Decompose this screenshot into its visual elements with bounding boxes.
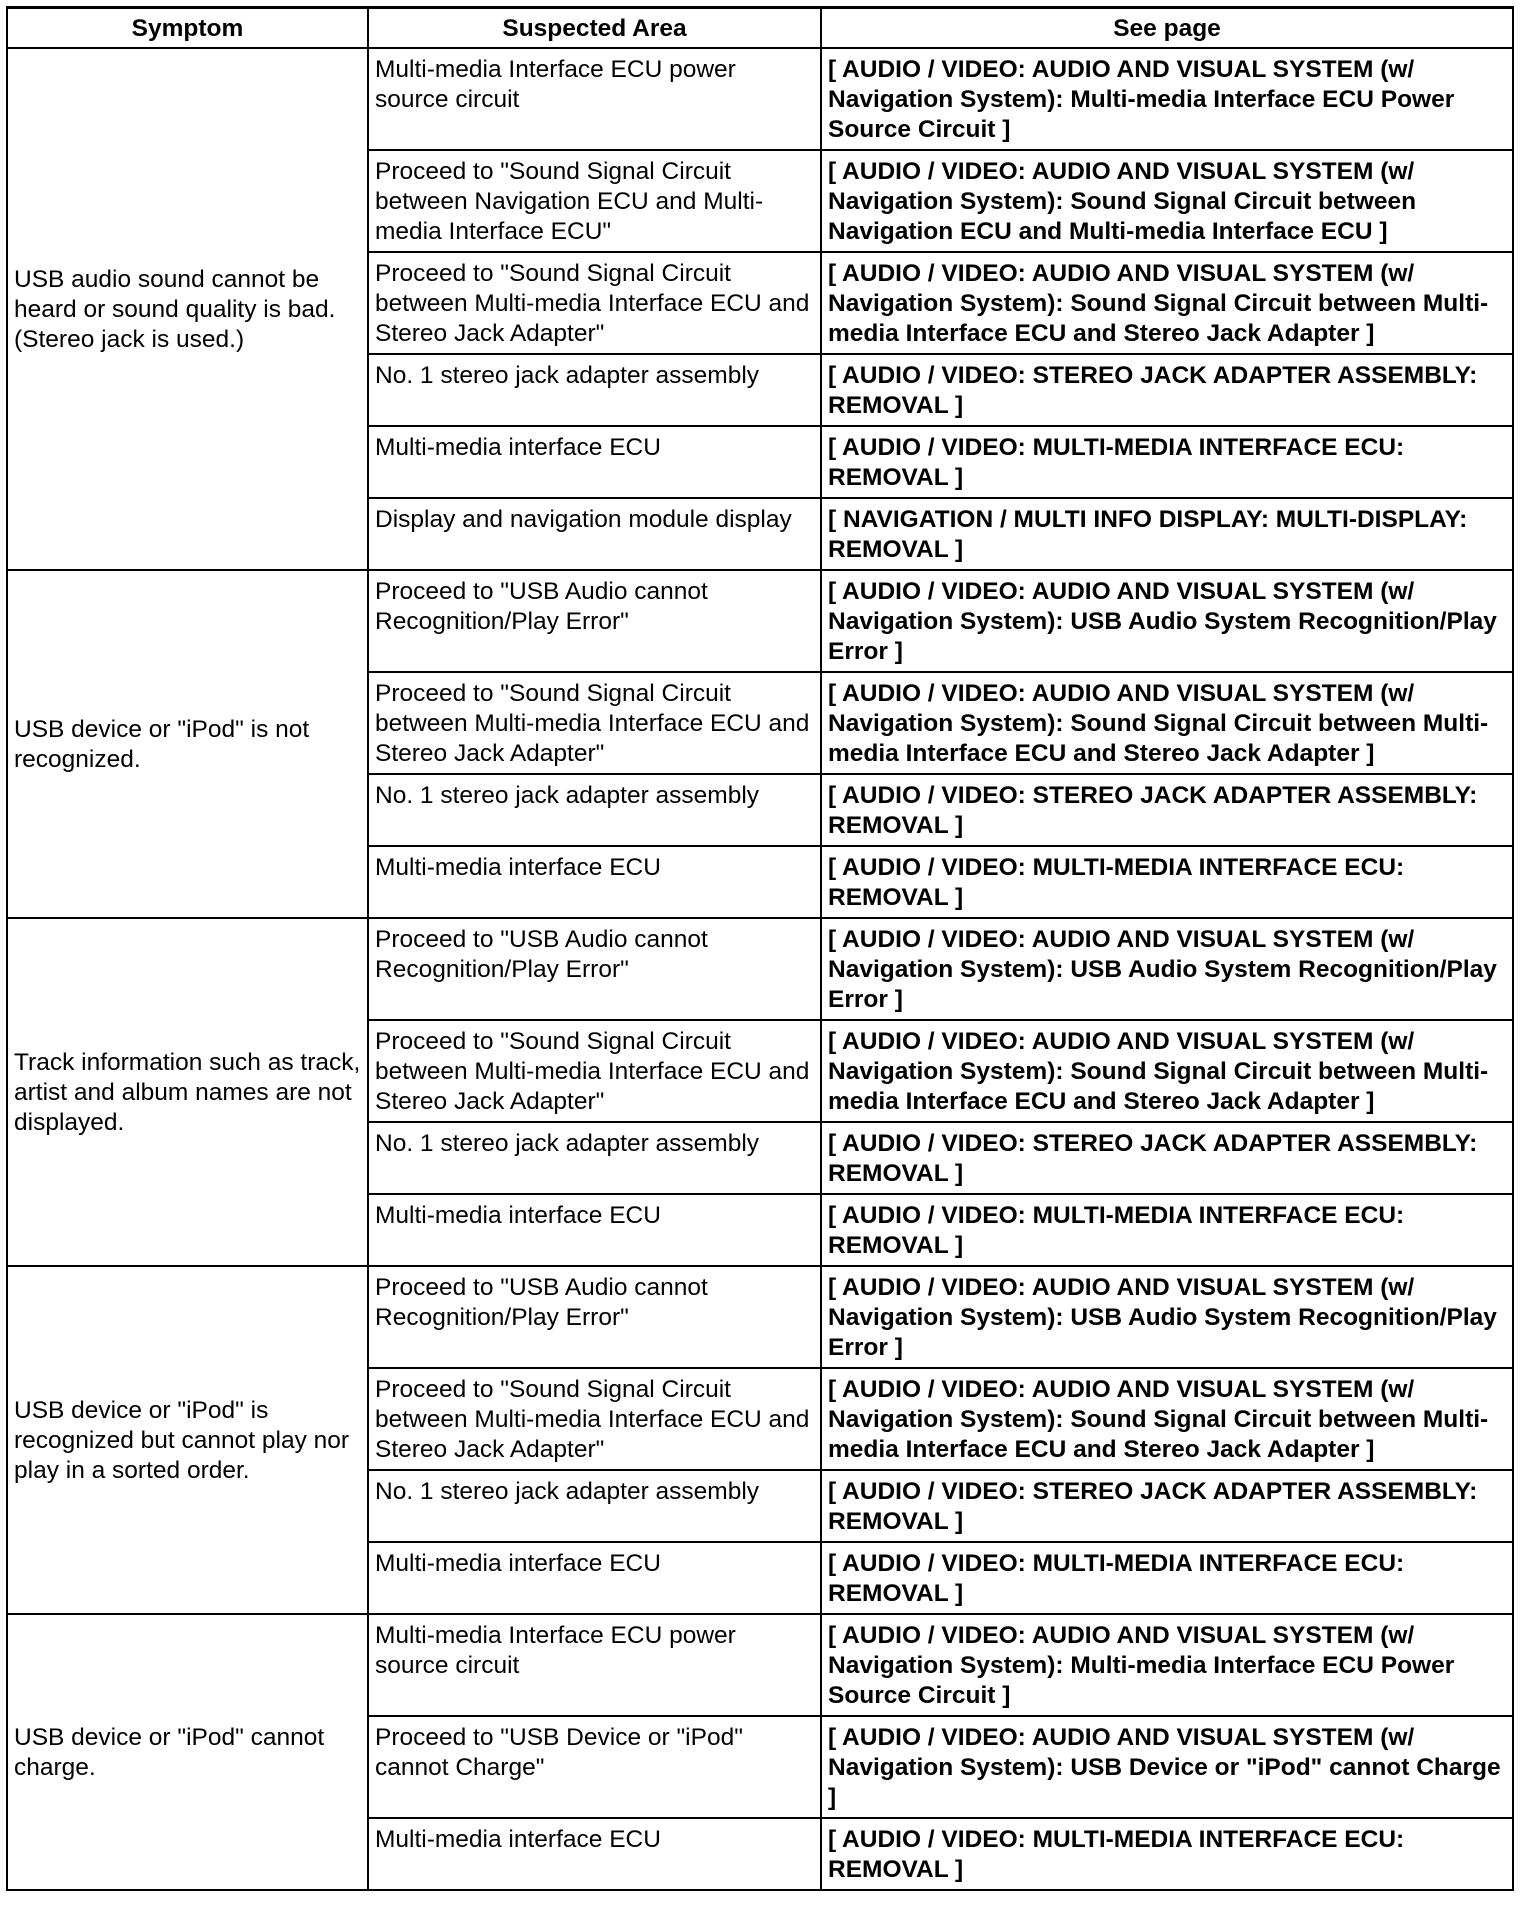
- suspected-area-cell: Multi-media interface ECU: [368, 1194, 821, 1266]
- see-page-link[interactable]: [ AUDIO / VIDEO: AUDIO AND VISUAL SYSTEM (w/ Navigation System): USB Audio System Recognition/Play Error ]: [821, 918, 1513, 1020]
- see-page-link[interactable]: [ AUDIO / VIDEO: AUDIO AND VISUAL SYSTEM (w/ Navigation System): USB Audio System Recognition/Play Error ]: [821, 570, 1513, 672]
- suspected-area-cell: Proceed to "USB Audio cannot Recognition/Play Error": [368, 918, 821, 1020]
- see-page-link[interactable]: [ AUDIO / VIDEO: AUDIO AND VISUAL SYSTEM (w/ Navigation System): Sound Signal Circuit between Multi-media Interface ECU and Stereo Jack Adapter ]: [821, 672, 1513, 774]
- suspected-area-cell: Proceed to "Sound Signal Circuit between Multi-media Interface ECU and Stereo Jack Adapter": [368, 672, 821, 774]
- table-body: [7, 48, 1513, 1890]
- header-suspected-area: Suspected Area: [368, 8, 821, 49]
- suspected-area-cell: No. 1 stereo jack adapter assembly: [368, 1470, 821, 1542]
- table-row: [7, 1266, 1513, 1368]
- see-page-link[interactable]: [ AUDIO / VIDEO: AUDIO AND VISUAL SYSTEM (w/ Navigation System): Sound Signal Circuit between Multi-media Interface ECU and Stereo Jack Adapter ]: [821, 1020, 1513, 1122]
- suspected-area-cell: No. 1 stereo jack adapter assembly: [368, 354, 821, 426]
- see-page-link[interactable]: [ AUDIO / VIDEO: MULTI-MEDIA INTERFACE ECU: REMOVAL ]: [821, 1818, 1513, 1890]
- see-page-link[interactable]: [ AUDIO / VIDEO: MULTI-MEDIA INTERFACE ECU: REMOVAL ]: [821, 426, 1513, 498]
- suspected-area-cell: Multi-media interface ECU: [368, 1818, 821, 1890]
- symptom-cell: USB device or "iPod" cannot charge.: [7, 1614, 368, 1890]
- table-row: [7, 918, 1513, 1020]
- see-page-link[interactable]: [ AUDIO / VIDEO: MULTI-MEDIA INTERFACE ECU: REMOVAL ]: [821, 846, 1513, 918]
- suspected-area-cell: Proceed to "Sound Signal Circuit between Navigation ECU and Multi-media Interface ECU": [368, 150, 821, 252]
- suspected-area-cell: Display and navigation module display: [368, 498, 821, 570]
- table-row: [7, 570, 1513, 672]
- suspected-area-cell: Multi-media interface ECU: [368, 846, 821, 918]
- see-page-link[interactable]: [ AUDIO / VIDEO: AUDIO AND VISUAL SYSTEM (w/ Navigation System): Sound Signal Circuit between Multi-media Interface ECU and Stereo Jack Adapter ]: [821, 252, 1513, 354]
- see-page-link[interactable]: [ AUDIO / VIDEO: AUDIO AND VISUAL SYSTEM (w/ Navigation System): Sound Signal Circuit between Navigation ECU and Multi-media Interface ECU ]: [821, 150, 1513, 252]
- see-page-link[interactable]: [ AUDIO / VIDEO: AUDIO AND VISUAL SYSTEM (w/ Navigation System): USB Device or "iPod" cannot Charge ]: [821, 1716, 1513, 1818]
- header-symptom: Symptom: [7, 8, 368, 49]
- see-page-link[interactable]: [ AUDIO / VIDEO: AUDIO AND VISUAL SYSTEM (w/ Navigation System): Multi-media Interface ECU Power Source Circuit ]: [821, 48, 1513, 150]
- symptom-table: [6, 6, 1514, 1891]
- see-page-link[interactable]: [ AUDIO / VIDEO: STEREO JACK ADAPTER ASSEMBLY: REMOVAL ]: [821, 774, 1513, 846]
- symptom-cell: Track information such as track, artist and album names are not displayed.: [7, 918, 368, 1266]
- suspected-area-cell: Proceed to "Sound Signal Circuit between Multi-media Interface ECU and Stereo Jack Adapter": [368, 1020, 821, 1122]
- suspected-area-cell: Multi-media interface ECU: [368, 1542, 821, 1614]
- see-page-link[interactable]: [ AUDIO / VIDEO: AUDIO AND VISUAL SYSTEM (w/ Navigation System): Multi-media Interface ECU Power Source Circuit ]: [821, 1614, 1513, 1716]
- suspected-area-cell: Proceed to "USB Audio cannot Recognition/Play Error": [368, 570, 821, 672]
- suspected-area-cell: Multi-media Interface ECU power source circuit: [368, 48, 821, 150]
- table-row: [7, 1614, 1513, 1716]
- header-see-page: See page: [821, 8, 1513, 49]
- suspected-area-cell: Proceed to "Sound Signal Circuit between Multi-media Interface ECU and Stereo Jack Adapter": [368, 252, 821, 354]
- suspected-area-cell: Proceed to "USB Device or "iPod" cannot Charge": [368, 1716, 821, 1818]
- suspected-area-cell: Proceed to "Sound Signal Circuit between Multi-media Interface ECU and Stereo Jack Adapter": [368, 1368, 821, 1470]
- suspected-area-cell: No. 1 stereo jack adapter assembly: [368, 774, 821, 846]
- see-page-link[interactable]: [ AUDIO / VIDEO: AUDIO AND VISUAL SYSTEM (w/ Navigation System): Sound Signal Circuit between Multi-media Interface ECU and Stereo Jack Adapter ]: [821, 1368, 1513, 1470]
- table-row: [7, 48, 1513, 150]
- see-page-link[interactable]: [ AUDIO / VIDEO: STEREO JACK ADAPTER ASSEMBLY: REMOVAL ]: [821, 1470, 1513, 1542]
- see-page-link[interactable]: [ AUDIO / VIDEO: STEREO JACK ADAPTER ASSEMBLY: REMOVAL ]: [821, 354, 1513, 426]
- suspected-area-cell: Multi-media interface ECU: [368, 426, 821, 498]
- suspected-area-cell: Proceed to "USB Audio cannot Recognition/Play Error": [368, 1266, 821, 1368]
- symptom-cell: USB device or "iPod" is recognized but cannot play nor play in a sorted order.: [7, 1266, 368, 1614]
- header-row: [7, 8, 1513, 49]
- see-page-link[interactable]: [ AUDIO / VIDEO: STEREO JACK ADAPTER ASSEMBLY: REMOVAL ]: [821, 1122, 1513, 1194]
- see-page-link[interactable]: [ AUDIO / VIDEO: MULTI-MEDIA INTERFACE ECU: REMOVAL ]: [821, 1194, 1513, 1266]
- see-page-link[interactable]: [ AUDIO / VIDEO: AUDIO AND VISUAL SYSTEM (w/ Navigation System): USB Audio System Recognition/Play Error ]: [821, 1266, 1513, 1368]
- suspected-area-cell: No. 1 stereo jack adapter assembly: [368, 1122, 821, 1194]
- symptom-cell: USB audio sound cannot be heard or sound quality is bad. (Stereo jack is used.): [7, 48, 368, 570]
- see-page-link[interactable]: [ AUDIO / VIDEO: MULTI-MEDIA INTERFACE ECU: REMOVAL ]: [821, 1542, 1513, 1614]
- see-page-link[interactable]: [ NAVIGATION / MULTI INFO DISPLAY: MULTI-DISPLAY: REMOVAL ]: [821, 498, 1513, 570]
- suspected-area-cell: Multi-media Interface ECU power source circuit: [368, 1614, 821, 1716]
- symptom-cell: USB device or "iPod" is not recognized.: [7, 570, 368, 918]
